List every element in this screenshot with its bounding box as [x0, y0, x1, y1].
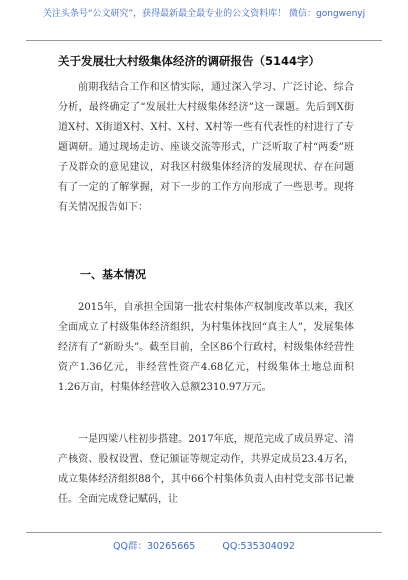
header-banner: 关注头条号“公文研究”，获得最新最全最专业的公文资料库！ 微信：gongwenyj	[42, 9, 366, 19]
footer-divider	[26, 532, 382, 533]
paragraph-text: 2015年，自承担全国第一批农村集体产权制度改革以来，我区全面成立了村级集体经济组织，为村集体找回“真主人”，发展集体经济有了“新盼头”。截至目前，全区86个行政村，村级集体经营性资产1.36亿元，非经营性资产4.68亿元，村级集体土地总面积1.26万亩，村集体经营收入总额2310.97万元。	[58, 302, 354, 393]
header-divider	[26, 40, 382, 41]
paragraph-framework	[58, 430, 354, 510]
footer-contact	[0, 538, 408, 552]
document-title: 关于发展壮大村级集体经济的调研报告（5144字）	[58, 54, 321, 68]
section-heading: 一、基本情况	[80, 268, 146, 281]
paragraph-text: 一是四梁八柱初步搭建。2017年底，规范完成了成员界定、清产核资、股权设置、登记颁证等规定动作，共界定成员23.4万名，成立集体经济组织88个，其中66个村集体负责人由村党支部书记兼任。全面完成登记赋码，让	[58, 434, 354, 505]
paragraph-intro	[58, 78, 354, 218]
qq-label: QQ:535304092	[222, 541, 295, 552]
paragraph-text: 前期我结合工作和区情实际，通过深入学习、广泛讨论、综合分析，最终确定了“发展壮大村级集体经济”这一课题。先后到X街道X村、X街道X村、X村、X村、X村等一些有代表性的村进行了专题调研。通过现场走访、座谈交流等形式，广泛听取了村“两委”班子及群众的意见建议，对我区村级集体经济的发展现状、存在问题有了一定的了解掌握，对下一步的工作方向形成了一些思考。现将有关情况报告如下：	[58, 82, 354, 213]
paragraph-basic-situation	[58, 298, 354, 398]
qq-group-label: QQ群：30265665	[113, 541, 196, 552]
